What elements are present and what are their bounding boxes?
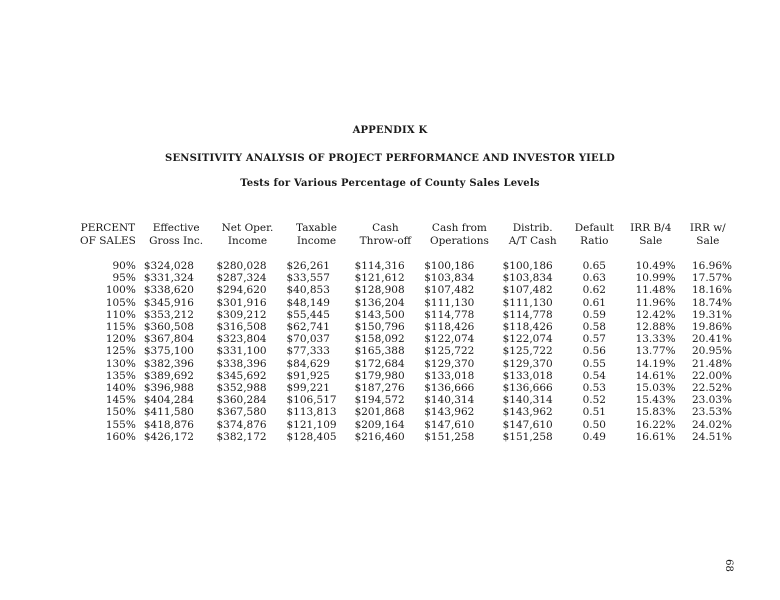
distributable-after-tax-cash-cell: $143,962 (502, 406, 553, 419)
irr-with-sale-cell: 24.02% (691, 418, 732, 431)
irr-before-sale-cell: 13.33% (635, 333, 676, 346)
taxable-income-cell: $106,517 (286, 394, 337, 407)
percent-of-sales-cell: 125% (105, 345, 136, 358)
default-ratio-cell: 0.52 (582, 394, 606, 407)
distributable-after-tax-cash-cell: $133,018 (502, 369, 553, 382)
table-row (76, 382, 736, 394)
cash-from-operations-cell: $118,426 (424, 321, 475, 334)
taxable-income-header: Taxable (296, 222, 337, 234)
irr-with-sale-cell: 20.41% (691, 333, 732, 346)
distributable-after-tax-cash-cell: $136,666 (502, 382, 553, 395)
distributable-after-tax-cash-cell: $111,130 (502, 296, 553, 309)
distributable-after-tax-cash-cell: $125,722 (502, 345, 553, 358)
default-ratio-cell: 0.57 (582, 333, 606, 346)
irr-with-sale-cell: 23.03% (691, 394, 732, 407)
effective-gross-income-cell: $396,988 (143, 382, 194, 395)
irr-before-sale-cell: 14.19% (635, 357, 676, 370)
irr-with-sale-cell: 18.16% (691, 284, 732, 297)
effective-gross-income-cell: $367,804 (143, 333, 194, 346)
taxable-income-cell: $26,261 (286, 260, 330, 272)
distributable-after-tax-cash-cell: $140,314 (502, 394, 553, 407)
cash-from-operations-cell: $147,610 (424, 418, 475, 431)
cash-from-operations-cell: $140,314 (424, 394, 475, 407)
cash-throw-off-cell: $187,276 (354, 382, 405, 395)
irr-with-sale-cell: 22.52% (691, 382, 732, 395)
cash-throw-off-cell: $121,612 (354, 272, 405, 285)
taxable-income-cell: $91,925 (286, 369, 330, 382)
effective-gross-income-header-sub: Gross Inc. (149, 235, 204, 247)
irr-with-sale-header-sub: Sale (696, 235, 720, 247)
cash-from-operations-cell: $151,258 (424, 430, 475, 443)
irr-before-sale-cell: 11.48% (635, 284, 676, 297)
irr-before-sale-cell: 13.77% (635, 345, 676, 358)
irr-before-sale-cell: 11.96% (635, 296, 676, 309)
distributable-after-tax-cash-cell: $129,370 (502, 357, 553, 370)
default-ratio-cell: 0.63 (582, 272, 606, 285)
table-body (76, 260, 736, 443)
cash-from-operations-cell: $122,074 (424, 333, 475, 346)
taxable-income-cell: $33,557 (286, 272, 330, 285)
percent-of-sales-cell: 155% (105, 418, 136, 431)
net-operating-income-cell: $367,580 (216, 406, 267, 419)
effective-gross-income-cell: $382,396 (143, 357, 194, 370)
table-row (76, 297, 736, 309)
distributable-after-tax-cash-cell: $151,258 (502, 430, 553, 443)
cash-throw-off-cell: $201,868 (354, 406, 405, 419)
table-row (76, 431, 736, 443)
irr-with-sale-cell: 16.96% (691, 260, 732, 272)
table-row (76, 284, 736, 296)
percent-of-sales-cell: 100% (105, 284, 136, 297)
percent-of-sales-cell: 110% (105, 308, 136, 321)
cash-from-operations-header: Cash from (431, 222, 487, 234)
cash-throw-off-cell: $216,460 (354, 430, 405, 443)
cash-throw-off-cell: $165,388 (354, 345, 405, 358)
net-operating-income-cell: $280,028 (216, 260, 267, 272)
cash-from-operations-cell: $107,482 (424, 284, 475, 297)
cash-from-operations-cell: $111,130 (424, 296, 475, 309)
taxable-income-cell: $70,037 (286, 333, 330, 346)
irr-before-sale-cell: 16.61% (635, 430, 676, 443)
effective-gross-income-cell: $404,284 (143, 394, 194, 407)
net-operating-income-cell: $287,324 (216, 272, 267, 285)
default-ratio-cell: 0.53 (582, 382, 606, 395)
default-ratio-cell: 0.54 (582, 369, 606, 382)
irr-before-sale-cell: 12.42% (635, 308, 676, 321)
effective-gross-income-cell: $345,916 (143, 296, 194, 309)
table-row (76, 333, 736, 345)
irr-before-sale-cell: 16.22% (635, 418, 676, 431)
distributable-after-tax-cash-cell: $147,610 (502, 418, 553, 431)
default-ratio-cell: 0.49 (582, 430, 606, 443)
table-row (76, 321, 736, 333)
net-operating-income-cell: $360,284 (216, 394, 267, 407)
distributable-after-tax-cash-header: Distrib. (512, 222, 553, 234)
table-row (76, 260, 736, 272)
default-ratio-cell: 0.62 (582, 284, 606, 297)
taxable-income-cell: $113,813 (286, 406, 337, 419)
cash-throw-off-cell: $114,316 (354, 260, 405, 272)
percent-of-sales-cell: 140% (105, 382, 136, 395)
cash-throw-off-cell: $136,204 (354, 296, 405, 309)
irr-before-sale-cell: 15.83% (635, 406, 676, 419)
net-operating-income-cell: $323,804 (216, 333, 267, 346)
net-operating-income-cell: $345,692 (216, 369, 267, 382)
net-operating-income-cell: $301,916 (216, 296, 267, 309)
irr-with-sale-cell: 22.00% (691, 369, 732, 382)
irr-before-sale-cell: 15.03% (635, 382, 676, 395)
table-row (76, 358, 736, 370)
document-subtitle: Tests for Various Percentage of County Sales Levels (240, 178, 540, 189)
net-operating-income-cell: $374,876 (216, 418, 267, 431)
distributable-after-tax-cash-cell: $100,186 (502, 260, 553, 272)
effective-gross-income-cell: $418,876 (143, 418, 194, 431)
percent-of-sales-cell: 120% (105, 333, 136, 346)
distributable-after-tax-cash-cell: $118,426 (502, 321, 553, 334)
irr-with-sale-cell: 17.57% (691, 272, 732, 285)
irr-with-sale-cell: 19.31% (691, 308, 732, 321)
cash-throw-off-cell: $172,684 (354, 357, 405, 370)
table-row (76, 272, 736, 284)
cash-from-operations-cell: $100,186 (424, 260, 475, 272)
cash-throw-off-cell: $158,092 (354, 333, 405, 346)
distributable-after-tax-cash-cell: $107,482 (502, 284, 553, 297)
effective-gross-income-cell: $360,508 (143, 321, 194, 334)
taxable-income-cell: $84,629 (286, 357, 330, 370)
irr-before-sale-cell: 10.99% (635, 272, 676, 285)
taxable-income-cell: $121,109 (286, 418, 337, 431)
percent-of-sales-cell: 135% (105, 369, 136, 382)
default-ratio-cell: 0.61 (582, 296, 606, 309)
irr-with-sale-cell: 20.95% (691, 345, 732, 358)
effective-gross-income-cell: $353,212 (143, 308, 194, 321)
table-row (76, 394, 736, 406)
table-row (76, 345, 736, 357)
table-row (76, 309, 736, 321)
percent-of-sales-cell: 145% (105, 394, 136, 407)
effective-gross-income-header: Effective (152, 222, 200, 234)
cash-from-operations-cell: $133,018 (424, 369, 475, 382)
irr-with-sale-cell: 18.74% (691, 296, 732, 309)
cash-from-operations-cell: $143,962 (424, 406, 475, 419)
cash-throw-off-cell: $194,572 (354, 394, 405, 407)
taxable-income-cell: $48,149 (286, 296, 330, 309)
percent-of-sales-cell: 95% (112, 272, 136, 285)
percent-of-sales-cell: 150% (105, 406, 136, 419)
net-operating-income-cell: $331,100 (216, 345, 267, 358)
net-operating-income-cell: $352,988 (216, 382, 267, 395)
sensitivity-table (76, 222, 736, 443)
default-ratio-cell: 0.56 (582, 345, 606, 358)
irr-with-sale-header: IRR w/ (689, 222, 726, 234)
table-header (76, 222, 736, 260)
table-row (76, 406, 736, 418)
net-operating-income-header: Net Oper. (221, 222, 274, 234)
table-row (76, 419, 736, 431)
cash-from-operations-cell: $125,722 (424, 345, 475, 358)
cash-throw-off-cell: $179,980 (354, 369, 405, 382)
irr-before-sale-cell: 15.43% (635, 394, 676, 407)
default-ratio-header: Default (574, 222, 614, 234)
table-row (76, 370, 736, 382)
net-operating-income-cell: $294,620 (216, 284, 267, 297)
cash-throw-off-cell: $143,500 (354, 308, 405, 321)
effective-gross-income-cell: $389,692 (143, 369, 194, 382)
default-ratio-cell: 0.59 (582, 308, 606, 321)
cash-from-operations-cell: $136,666 (424, 382, 475, 395)
percent-of-sales-cell: 115% (105, 321, 136, 334)
irr-with-sale-cell: 19.86% (691, 321, 732, 334)
net-operating-income-cell: $309,212 (216, 308, 267, 321)
default-ratio-cell: 0.51 (582, 406, 606, 419)
net-operating-income-cell: $338,396 (216, 357, 267, 370)
cash-from-operations-header-sub: Operations (429, 235, 489, 247)
irr-before-sale-cell: 10.49% (635, 260, 676, 272)
header-row-top (76, 222, 736, 235)
percent-of-sales-header-sub: OF SALES (80, 235, 136, 247)
irr-before-sale-header-sub: Sale (639, 235, 663, 247)
irr-with-sale-cell: 21.48% (691, 357, 732, 370)
page-number: 68 (722, 559, 734, 572)
distributable-after-tax-cash-cell: $122,074 (502, 333, 553, 346)
effective-gross-income-cell: $411,580 (143, 406, 194, 419)
taxable-income-cell: $99,221 (286, 382, 330, 395)
default-ratio-cell: 0.65 (582, 260, 606, 272)
cash-from-operations-cell: $114,778 (424, 308, 475, 321)
taxable-income-cell: $40,853 (286, 284, 330, 297)
net-operating-income-cell: $316,508 (216, 321, 267, 334)
cash-throw-off-cell: $150,796 (354, 321, 405, 334)
percent-of-sales-cell: 105% (105, 296, 136, 309)
distributable-after-tax-cash-cell: $114,778 (502, 308, 553, 321)
header-row-bottom (76, 235, 736, 248)
default-ratio-header-sub: Ratio (580, 235, 609, 247)
distributable-after-tax-cash-header-sub: A/T Cash (508, 235, 557, 247)
cash-throw-off-cell: $209,164 (354, 418, 405, 431)
taxable-income-cell: $128,405 (286, 430, 337, 443)
cash-from-operations-cell: $103,834 (424, 272, 475, 285)
effective-gross-income-cell: $375,100 (143, 345, 194, 358)
percent-of-sales-cell: 90% (112, 260, 136, 272)
cash-throw-off-header: Cash (372, 222, 399, 234)
cash-from-operations-cell: $129,370 (424, 357, 475, 370)
taxable-income-cell: $55,445 (286, 308, 330, 321)
header-spacer (76, 248, 736, 260)
default-ratio-cell: 0.50 (582, 418, 606, 431)
irr-with-sale-cell: 24.51% (691, 430, 732, 443)
net-operating-income-cell: $382,172 (216, 430, 267, 443)
irr-before-sale-cell: 12.88% (635, 321, 676, 334)
effective-gross-income-cell: $331,324 (143, 272, 194, 285)
taxable-income-cell: $77,333 (286, 345, 330, 358)
effective-gross-income-cell: $426,172 (143, 430, 194, 443)
taxable-income-header-sub: Income (296, 235, 337, 247)
percent-of-sales-header: PERCENT (80, 222, 136, 234)
document-title: SENSITIVITY ANALYSIS OF PROJECT PERFORMANCE AND INVESTOR YIELD (165, 153, 615, 164)
default-ratio-cell: 0.55 (582, 357, 606, 370)
default-ratio-cell: 0.58 (582, 321, 606, 334)
appendix-heading: APPENDIX K (352, 125, 428, 136)
effective-gross-income-cell: $338,620 (143, 284, 194, 297)
cash-throw-off-cell: $128,908 (354, 284, 405, 297)
distributable-after-tax-cash-cell: $103,834 (502, 272, 553, 285)
irr-before-sale-cell: 14.61% (635, 369, 676, 382)
taxable-income-cell: $62,741 (286, 321, 330, 334)
percent-of-sales-cell: 160% (105, 430, 136, 443)
net-operating-income-header-sub: Income (227, 235, 268, 247)
effective-gross-income-cell: $324,028 (143, 260, 194, 272)
percent-of-sales-cell: 130% (105, 357, 136, 370)
cash-throw-off-header-sub: Throw-off (359, 235, 412, 247)
irr-before-sale-header: IRR B/4 (630, 222, 672, 234)
irr-with-sale-cell: 23.53% (691, 406, 732, 419)
